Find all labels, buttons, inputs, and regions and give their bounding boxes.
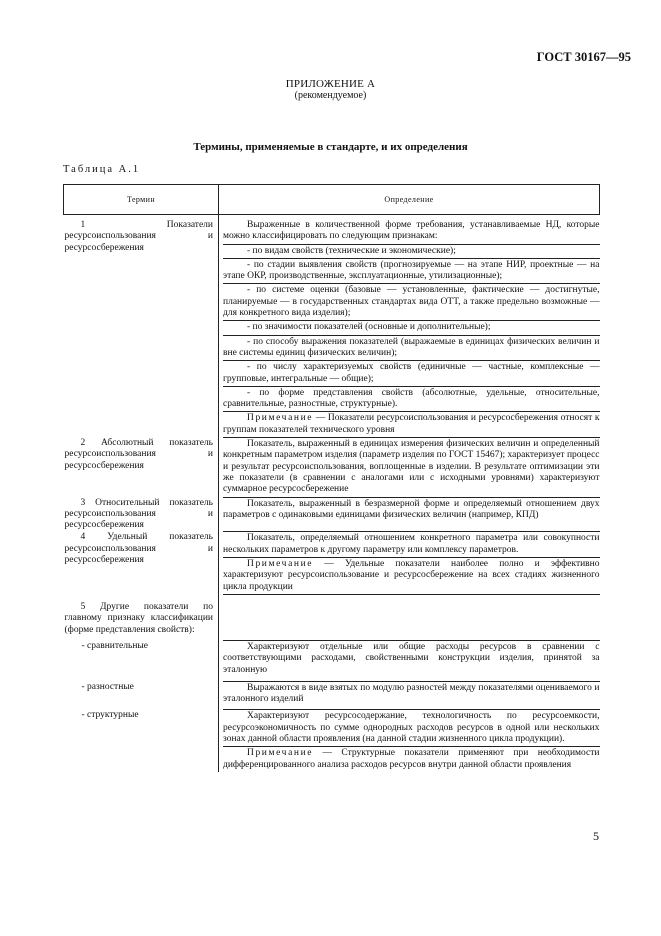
definition-paragraph bbox=[223, 594, 600, 640]
terms-table bbox=[63, 184, 600, 772]
note-text: — Структурные показатели применяют при необходимости дифференцированного анализа расходов ресурсов внутри данной области проявления bbox=[223, 748, 600, 770]
page-number: 5 bbox=[593, 829, 599, 843]
term-cell bbox=[64, 640, 219, 681]
appendix-subtitle: (рекомендуемое) bbox=[294, 90, 367, 101]
note-label: Примечание bbox=[247, 559, 314, 570]
table-row bbox=[64, 497, 600, 532]
note-label: Примечание bbox=[247, 413, 314, 424]
table-row bbox=[64, 594, 600, 640]
definition-cell bbox=[219, 497, 600, 532]
table-row bbox=[64, 681, 600, 710]
term-text: - разностные bbox=[81, 681, 134, 692]
table-row bbox=[64, 437, 600, 496]
definition-cell bbox=[219, 709, 600, 771]
table-row bbox=[64, 531, 600, 593]
term-text: 1 Показатели ресурсоиспользования и ресурсосбережения bbox=[64, 220, 213, 253]
definition-cell bbox=[219, 437, 600, 496]
note-paragraph bbox=[223, 411, 600, 437]
column-header-term: Термин bbox=[64, 185, 219, 215]
definition-cell bbox=[219, 681, 600, 710]
definition-cell bbox=[219, 215, 600, 438]
definition-paragraph: Показатель, выраженный в единицах измерения физических величин и определенный конкретным параметром изделия (параметр изделия по ГОСТ 15467); характеризует процесс и результат ресурсоиспользования, воплощенные в изделии. В результате оптимизации эти же показатели (в сравнении с аналогами или с исходными уровнями) характеризуют суммарное ресурсосбережение bbox=[223, 437, 600, 496]
term-text: 5 Другие показатели по главному признаку классификации (форме представления свойств): bbox=[64, 601, 213, 635]
term-cell bbox=[64, 497, 219, 532]
term-cell bbox=[64, 437, 219, 496]
definition-paragraph: Показатель, выраженный в безразмерной форме и определяемый отношением двух параметров с одинаковыми единицами физических величин (например, КПД) bbox=[223, 497, 600, 523]
definition-paragraph: Показатель, определяемый отношением конкретного параметра или совокупности нескольких параметров к другому параметру или комплексу параметров. bbox=[223, 531, 600, 557]
term-cell bbox=[64, 681, 219, 710]
table-header-row bbox=[64, 185, 600, 215]
table-row bbox=[64, 640, 600, 681]
definition-paragraph: Характеризуют отдельные или общие расходы ресурсов в сравнении с соответствующими расходами, свойственными конструкции изделия, принятой за эталонную bbox=[223, 640, 600, 681]
term-text: - структурные bbox=[81, 710, 139, 721]
definition-cell bbox=[219, 640, 600, 681]
definition-cell bbox=[219, 531, 600, 593]
definition-paragraph: - по видам свойств (технические и экономические); bbox=[223, 244, 600, 258]
column-header-definition: Определение bbox=[219, 185, 600, 215]
definition-paragraph: - по форме представления свойств (абсолютные, удельные, относительные, сравнительные, разностные, структурные). bbox=[223, 386, 600, 412]
definition-paragraph: Выражаются в виде взятых по модулю разностей между показателями оцениваемого и эталонного изделий bbox=[223, 681, 600, 710]
appendix-title: ПРИЛОЖЕНИЕ А bbox=[285, 78, 376, 90]
term-text: - сравнительные bbox=[81, 640, 148, 651]
table-caption: Таблица А.1 bbox=[63, 164, 141, 175]
definition-paragraph: - по системе оценки (базовые — установленные, фактические — достигнутые, планируемые — в государственных стандартах вида ОТТ, а также предельно возможные — для конкретного вида изделия); bbox=[223, 283, 600, 320]
term-cell bbox=[64, 594, 219, 640]
note-label: Примечание bbox=[247, 748, 314, 759]
table-row bbox=[64, 709, 600, 771]
table-row bbox=[64, 215, 600, 438]
definition-paragraph: Характеризуют ресурсосодержание, технологичность по ресурсоемкости, ресурсоэкономичность по сумме однородных расходов ресурсов в одной или нескольких зонах данной области проявления (на данной стадии жизненного цикла продукции). bbox=[223, 709, 600, 746]
definition-paragraph: - по значимости показателей (основные и дополнительные); bbox=[223, 320, 600, 334]
term-cell bbox=[64, 215, 219, 438]
definition-paragraph: - по стадии выявления свойств (прогнозируемые — на этапе НИР, проектные — на этапе ОКР, производственные, эксплуатационные, утилизационные); bbox=[223, 258, 600, 284]
standard-number: ГОСТ 30167—95 bbox=[536, 50, 631, 64]
term-text: 2 Абсолютный показатель ресурсоиспользования и ресурсосбережения bbox=[64, 438, 213, 471]
section-title: Термины, применяемые в стандарте, и их определения bbox=[193, 141, 468, 153]
term-cell bbox=[64, 709, 219, 771]
definition-paragraph: - по числу характеризуемых свойств (единичные — частные, комплексные — групповые, интегральные — общие); bbox=[223, 360, 600, 386]
note-paragraph bbox=[223, 557, 600, 594]
term-cell bbox=[64, 531, 219, 593]
term-text: 3 Относительный показатель ресурсоиспользования и ресурсосбережения bbox=[64, 497, 213, 531]
definition-paragraph: Выраженные в количественной форме требования, устанавливаемые НД, которые можно классифицировать по следующим признакам: bbox=[223, 220, 600, 242]
term-text: 4 Удельный показатель ресурсоиспользования и ресурсосбережения bbox=[64, 532, 213, 566]
note-paragraph bbox=[223, 746, 600, 772]
definition-paragraph: - по способу выражения показателей (выражаемые в единицах физических величин и вне системы единиц физических величин); bbox=[223, 335, 600, 361]
definition-cell bbox=[219, 594, 600, 640]
note-text: — Удельные показатели наиболее полно и эффективно характеризуют ресурсоиспользование и ресурсосбережение на всех стадиях жизненного цикла продукции bbox=[223, 559, 600, 592]
note-text: — Показатели ресурсоиспользования и ресурсосбережения относят к группам показателей технического уровня bbox=[223, 413, 600, 435]
